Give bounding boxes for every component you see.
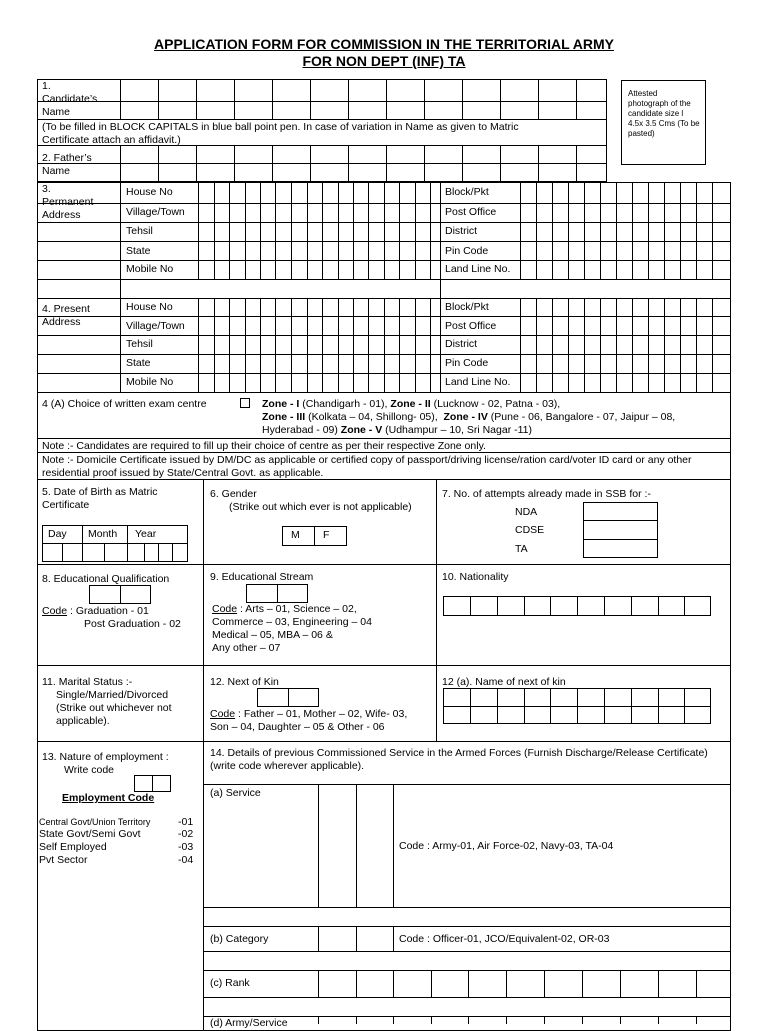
permanent-field-label: House No (126, 186, 173, 198)
nationality-cell[interactable] (684, 596, 685, 616)
zone-line2 (262, 411, 675, 424)
father-letter-cell[interactable] (272, 145, 273, 182)
note-centre: Note :- Candidates are required to fill up their choice of centre as per their respective Zone only. (42, 440, 486, 452)
zone3-text: (Kolkata – 04, Shillong- 05), (308, 411, 438, 423)
address-cell[interactable] (696, 182, 697, 279)
nationality-cell[interactable] (604, 596, 605, 616)
employment-code-name: State Govt/Semi Govt (39, 828, 141, 840)
address-cell[interactable] (680, 298, 681, 393)
permanent-field-label: Block/Pkt (445, 186, 489, 198)
zone1-text: (Chandigarh - 01), (302, 398, 388, 410)
father-letter-cell[interactable] (462, 145, 463, 182)
service-cell[interactable] (696, 1016, 697, 1024)
name-letter-cell[interactable] (234, 79, 235, 119)
gender-m[interactable]: M (291, 529, 300, 541)
address-cell[interactable] (552, 298, 553, 393)
address-cell[interactable] (198, 298, 199, 393)
service-cell[interactable] (318, 1016, 319, 1024)
address-cell[interactable] (353, 298, 354, 393)
kin-cell[interactable] (631, 688, 632, 724)
nationality-cell[interactable] (658, 596, 659, 616)
address-cell[interactable] (430, 298, 431, 393)
zone4-label: Zone - IV (443, 411, 488, 423)
service-code: Code : Army-01, Air Force-02, Navy-03, TA-04 (399, 840, 614, 852)
gender-f[interactable]: F (323, 529, 330, 541)
address-cell[interactable] (568, 298, 569, 393)
present-field-label: Pin Code (445, 357, 489, 369)
address-cell[interactable] (275, 298, 276, 393)
q4a-label: 4 (A) Choice of written exam centre (42, 398, 207, 410)
zone4-cont: Hyderabad - 09) (262, 424, 338, 436)
address-cell[interactable] (536, 182, 537, 279)
form-subtitle: FOR NON DEPT (INF) TA (302, 53, 466, 69)
address-cell[interactable] (664, 298, 665, 393)
q12-line1 (210, 708, 407, 721)
q8-code1: : Graduation - 01 (70, 605, 149, 617)
q3-num: 3. (42, 183, 51, 195)
ssb-attempts-input[interactable] (583, 502, 658, 558)
employment-code-value: -03 (178, 841, 194, 853)
father-letter-cell[interactable] (538, 145, 539, 182)
zone-line3 (262, 424, 532, 437)
rank-cell[interactable] (506, 970, 507, 997)
q12-line2: Son – 04, Daughter – 05 & Other - 06 (210, 721, 385, 733)
nationality-cell[interactable] (577, 596, 578, 616)
permanent-field-label: Pin Code (445, 245, 489, 257)
address-cell[interactable] (399, 182, 400, 279)
employment-code-heading: Employment Code (62, 792, 155, 804)
address-cell[interactable] (229, 182, 230, 279)
dob-month: Month (88, 528, 118, 540)
address-cell[interactable] (291, 182, 292, 279)
q12-code-word: Code (210, 708, 236, 720)
address-cell[interactable] (600, 182, 601, 279)
q12a-label: 12 (a). Name of next of kin (442, 676, 566, 688)
rank-label: (c) Rank (210, 977, 250, 989)
service-cell[interactable] (356, 1016, 357, 1024)
rank-cell[interactable] (393, 970, 394, 997)
name-letter-cell[interactable] (310, 79, 311, 119)
kin-cell[interactable] (550, 688, 551, 724)
address-cell[interactable] (353, 182, 354, 279)
address-cell[interactable] (712, 182, 713, 279)
present-field-label: District (445, 338, 478, 350)
address-cell[interactable] (245, 182, 246, 279)
q8-code-word: Code (42, 605, 68, 617)
q9-line1 (212, 603, 357, 616)
address-cell[interactable] (415, 182, 416, 279)
service-cell[interactable] (544, 1016, 545, 1024)
employment-code-name: Pvt Sector (39, 854, 88, 866)
q1-num: 1. (42, 80, 51, 92)
ssb-cdse: CDSE (515, 524, 545, 536)
nationality-cell[interactable] (550, 596, 551, 616)
present-field-label: State (126, 357, 151, 369)
name-letter-cell[interactable] (196, 79, 197, 119)
rank-cell[interactable] (658, 970, 659, 997)
rank-cell[interactable] (468, 970, 469, 997)
q8-code-line1 (42, 605, 149, 618)
address-cell[interactable] (322, 298, 323, 393)
nationality-cell[interactable] (631, 596, 632, 616)
address-cell[interactable] (338, 182, 339, 279)
q9-line4: Any other – 07 (212, 642, 281, 654)
dob-year: Year (135, 528, 157, 540)
q11-line1: Single/Married/Divorced (56, 689, 169, 701)
present-field-label: House No (126, 301, 173, 313)
service-label: (a) Service (210, 787, 261, 799)
address-cell[interactable] (664, 182, 665, 279)
q1-note: (To be filled in BLOCK CAPITALS in blue ball point pen. In case of variation in Name as given to Matric Certificate attach an affidavit.) (42, 121, 519, 146)
q8-code2: Post Graduation - 02 (84, 618, 181, 630)
q6-note: (Strike out which ever is not applicable) (229, 501, 412, 513)
permanent-field-label: Mobile No (126, 263, 174, 275)
zone-line1 (262, 398, 560, 411)
q13-label2: Write code (64, 764, 114, 776)
address-cell[interactable] (399, 298, 400, 393)
form-title: APPLICATION FORM FOR COMMISSION IN THE TERRITORIAL ARMY (154, 36, 614, 52)
nationality-cell[interactable] (470, 596, 471, 616)
name-letter-cell[interactable] (538, 79, 539, 119)
father-letter-cell[interactable] (196, 145, 197, 182)
q11-line2: (Strike out whichever not (56, 702, 172, 714)
name-letter-cell[interactable] (158, 79, 159, 119)
address-cell[interactable] (648, 298, 649, 393)
q9-label: 9. Educational Stream (210, 571, 314, 583)
kin-cell[interactable] (604, 688, 605, 724)
q5-label: 5. Date of Birth as Matric Certificate (42, 486, 158, 511)
name-letter-cell[interactable] (348, 79, 349, 119)
kin-cell[interactable] (658, 688, 659, 724)
address-cell[interactable] (260, 182, 261, 279)
service-cell[interactable] (506, 1016, 507, 1024)
q11-label: 11. Marital Status :- (42, 676, 133, 688)
employment-code-value: -04 (178, 854, 194, 866)
address-cell[interactable] (696, 298, 697, 393)
q11-line3: applicable). (56, 715, 110, 727)
address-cell[interactable] (368, 182, 369, 279)
father-letter-cell[interactable] (424, 145, 425, 182)
address-cell[interactable] (275, 182, 276, 279)
q4-label: 4. Present Address (42, 303, 90, 328)
address-cell[interactable] (520, 182, 521, 279)
nationality-cell[interactable] (524, 596, 525, 616)
address-cell[interactable] (430, 182, 431, 279)
address-cell[interactable] (520, 298, 521, 393)
address-cell[interactable] (600, 298, 601, 393)
kin-cell[interactable] (684, 688, 685, 724)
employment-code-value: -01 (178, 816, 194, 828)
permanent-field-label: Tehsil (126, 225, 153, 237)
name-letter-cell[interactable] (500, 79, 501, 119)
category-label: (b) Category (210, 933, 269, 945)
army-service-label: (d) Army/Service (210, 1017, 288, 1029)
zone3-label: Zone - III (262, 411, 306, 423)
service-cell[interactable] (582, 1016, 583, 1024)
employment-code-value: -02 (178, 828, 194, 840)
name-letter-cell[interactable] (576, 79, 577, 119)
address-cell[interactable] (616, 298, 617, 393)
note-domicile: Note :- Domicile Certificate issued by DM/DC as applicable or certified copy of passport/driving license/ration card/voter ID card or any other residential proof issued by State/Central Govt. as applicable. (42, 454, 692, 479)
kin-cell[interactable] (470, 688, 471, 724)
service-cell[interactable] (431, 1016, 432, 1024)
address-cell[interactable] (338, 298, 339, 393)
service-cell[interactable] (393, 1016, 394, 1024)
name-letter-cell[interactable] (386, 79, 387, 119)
address-cell[interactable] (198, 182, 199, 279)
q7-label: 7. No. of attempts already made in SSB for :- (442, 488, 651, 500)
address-cell[interactable] (307, 182, 308, 279)
permanent-field-label: State (126, 245, 151, 257)
address-cell[interactable] (536, 298, 537, 393)
present-field-label: Mobile No (126, 376, 174, 388)
rank-cell[interactable] (431, 970, 432, 997)
name-letter-cell[interactable] (462, 79, 463, 119)
kin-cell[interactable] (497, 688, 498, 724)
rank-cell[interactable] (696, 970, 697, 997)
present-field-label: Tehsil (126, 338, 153, 350)
q6-label: 6. Gender (210, 488, 257, 500)
permanent-field-label: District (445, 225, 478, 237)
address-cell[interactable] (584, 182, 585, 279)
address-cell[interactable] (648, 182, 649, 279)
address-cell[interactable] (584, 298, 585, 393)
present-field-label: Village/Town (126, 320, 185, 332)
q9-line3: Medical – 05, MBA – 06 & (212, 629, 333, 641)
father-letter-cell[interactable] (576, 145, 577, 182)
q9-code-word: Code (212, 603, 238, 615)
rank-cell[interactable] (582, 970, 583, 997)
address-cell[interactable] (245, 298, 246, 393)
zone1-label: Zone - I (262, 398, 300, 410)
centre-checkbox[interactable] (240, 398, 250, 408)
q1-label: Candidate’s Name (42, 93, 98, 118)
address-cell[interactable] (384, 298, 385, 393)
father-letter-cell[interactable] (234, 145, 235, 182)
zone5-text: (Udhampur – 10, Sri Nagar -11) (385, 424, 533, 436)
address-cell[interactable] (368, 298, 369, 393)
address-cell[interactable] (616, 182, 617, 279)
nationality-cell[interactable] (497, 596, 498, 616)
kin-cell[interactable] (577, 688, 578, 724)
address-cell[interactable] (322, 182, 323, 279)
address-cell[interactable] (712, 298, 713, 393)
address-cell[interactable] (214, 298, 215, 393)
q9-code1: : Arts – 01, Science – 02, (240, 603, 357, 615)
address-cell[interactable] (552, 182, 553, 279)
name-letter-cell[interactable] (272, 79, 273, 119)
ssb-ta: TA (515, 543, 528, 555)
zone2-text: (Lucknow - 02, Patna - 03), (433, 398, 561, 410)
present-field-label: Post Office (445, 320, 497, 332)
q10-label: 10. Nationality (442, 571, 509, 583)
service-cell[interactable] (468, 1016, 469, 1024)
father-letter-cell[interactable] (310, 145, 311, 182)
rank-cell[interactable] (318, 970, 319, 997)
present-field-label: Block/Pkt (445, 301, 489, 313)
kin-cell[interactable] (524, 688, 525, 724)
q12-label: 12. Next of Kin (210, 676, 279, 688)
q3-label: Permanent Address (42, 196, 94, 221)
name-letter-cell[interactable] (424, 79, 425, 119)
photo-box[interactable] (621, 80, 706, 165)
rank-cell[interactable] (544, 970, 545, 997)
employment-code-name: Central Govt/Union Territory (39, 817, 151, 827)
q13-label: 13. Nature of employment : (42, 751, 169, 763)
present-field-label: Land Line No. (445, 376, 511, 388)
father-letter-cell[interactable] (500, 145, 501, 182)
category-code: Code : Officer-01, JCO/Equivalent-02, OR-03 (399, 933, 610, 945)
zone5-label: Zone - V (340, 424, 383, 436)
address-cell[interactable] (415, 298, 416, 393)
rank-cell[interactable] (620, 970, 621, 997)
permanent-field-label: Post Office (445, 206, 497, 218)
zone4-text: (Pune - 06, Bangalore - 07, Jaipur – 08, (490, 411, 676, 423)
permanent-field-label: Village/Town (126, 206, 185, 218)
rank-cell[interactable] (356, 970, 357, 997)
photo-note: Attested photograph of the candidate size l 4.5x 3.5 Cms (To be pasted) (628, 89, 700, 138)
dob-day: Day (48, 528, 67, 540)
q2-label: 2. Father’s Name (42, 152, 92, 177)
ssb-nda: NDA (515, 506, 538, 518)
father-letter-cell[interactable] (386, 145, 387, 182)
father-letter-cell[interactable] (158, 145, 159, 182)
address-cell[interactable] (568, 182, 569, 279)
service-cell[interactable] (658, 1016, 659, 1024)
service-cell[interactable] (620, 1016, 621, 1024)
q8-label: 8. Educational Qualification (42, 573, 170, 585)
address-cell[interactable] (214, 182, 215, 279)
address-cell[interactable] (680, 182, 681, 279)
q14-label: 14. Details of previous Commissioned Service in the Armed Forces (Furnish Discharge/Release Certificate) (write code wherever applicable). (210, 747, 708, 772)
address-cell[interactable] (632, 298, 633, 393)
permanent-field-label: Land Line No. (445, 263, 511, 275)
address-cell[interactable] (307, 298, 308, 393)
zone2-label: Zone - II (390, 398, 431, 410)
address-cell[interactable] (291, 298, 292, 393)
address-cell[interactable] (229, 298, 230, 393)
address-cell[interactable] (632, 182, 633, 279)
address-cell[interactable] (260, 298, 261, 393)
address-cell[interactable] (384, 182, 385, 279)
employment-code-name: Self Employed (39, 841, 107, 853)
father-letter-cell[interactable] (348, 145, 349, 182)
q9-line2: Commerce – 03, Engineering – 04 (212, 616, 372, 628)
q12-code1: : Father – 01, Mother – 02, Wife- 03, (238, 708, 408, 720)
